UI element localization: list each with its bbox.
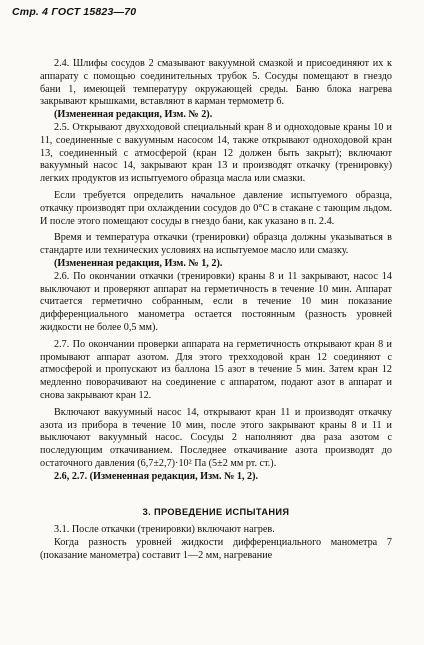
paragraph-vacuum-pump: Включают вакуумный насос 14, открывают кран 11 и производят откачку азота из прибора в течение 10 мин, после этого закрывают краны 8 и 11 и выключают вакуумный насос. Сосуды 2 наполняют два раза азотом с последующим откачиванием. Последнее откачивание азота производят до остаточного давления (6,7±2,7)·10² Па (5±2 мм рт. ст.).: [40, 406, 392, 469]
paragraph-initial-pressure: Если требуется определить начальное давление испытуемого образца, откачку производят при охлаждении сосудов до 0°С в стакане с тающим льдом. И после этого помещают сосуды в гнездо бани, как указано в п. 2.4.: [40, 189, 392, 227]
paragraph-2-7: 2.7. По окончании проверки аппарата на герметичность открывают кран 8 и промывают аппарат азотом. Для этого трехходовой кран 12 соединяют с атмосферой и пропускают из баллона 15 азот в течение 5 мин. Затем кран 12 медленно поворачивают на соединение с аппаратом, подают азот в аппарат и снова закрывают кран 12.: [40, 338, 392, 401]
paragraph-3-1: 3.1. После откачки (тренировки) включают нагрев.: [54, 524, 275, 536]
paragraph-2-4: 2.4. Шлифы сосудов 2 смазывают вакуумной смазкой и присоединяют их к аппарату с помощью соединительных трубок 5. Сосуды помещают в гнездо бани 1, имеющей температуру окружающей среды. Баню блока нагрева закрывают крышками, вставляют в карман термометр 6.: [40, 58, 392, 108]
edition-note: 2.6, 2.7. (Измененная редакция, Изм. № 1, 2).: [54, 470, 259, 482]
edition-note: (Измененная редакция, Изм. № 1, 2).: [54, 257, 223, 269]
page-body: [40, 58, 392, 563]
paragraph-2-6: 2.6. По окончании откачки (тренировки) краны 8 и 11 закрывают, насос 14 выключают и проверяют аппарат на герметичность в течение 10 мин. Аппарат считается герметично собранным, если в течение 10 мин показание дифференциального манометра остается постоянным (разность уровней жидкости не более 0,5 мм).: [40, 270, 392, 333]
paragraph-2-5: 2.5. Открывают двухходовой специальный кран 8 и одноходовые краны 10 и 11, соединенные с вакуумным насосом 14, также открывают одноходовой кран 13, соединенный с атмосферой (кран 12 должен быть закрыт); включают вакуумный насос 14, закрывают кран 13 и производят откачку (тренировку) легких продуктов из испытуемого образца масла или смазки.: [40, 121, 392, 185]
page-header: Стр. 4 ГОСТ 15823—70: [12, 6, 137, 18]
section-heading: 3. ПРОВЕДЕНИЕ ИСПЫТАНИЯ: [142, 506, 290, 517]
paragraph-time-temperature: Время и температура откачки (тренировки) образца должны указываться в стандарте или технических условиях на испытуемое масло или смазку.: [40, 232, 392, 257]
paragraph-manometer: Когда разность уровней жидкости дифференциального манометра 7 (показание манометра) составит 1—2 мм, нагревание: [40, 537, 392, 561]
edition-note: (Измененная редакция, Изм. № 2).: [54, 109, 213, 121]
